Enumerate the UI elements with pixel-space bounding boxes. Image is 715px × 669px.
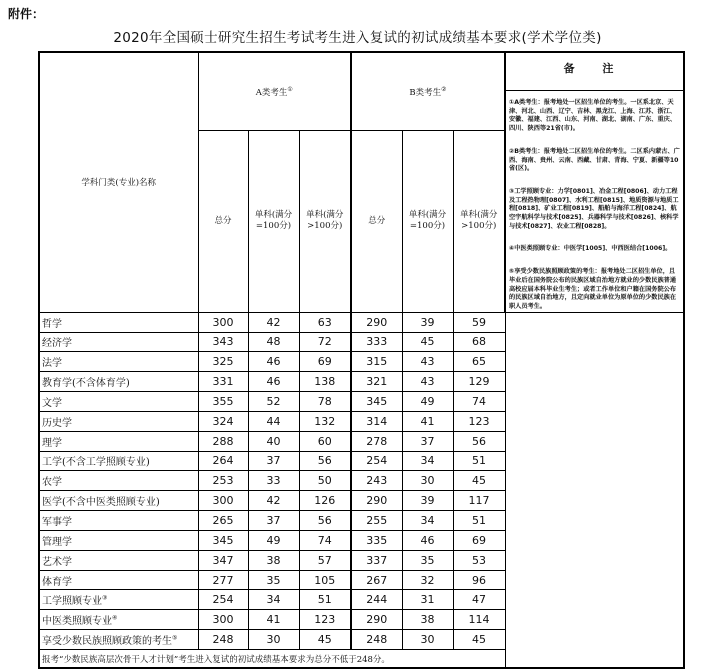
b-total-cell: 314	[351, 411, 402, 431]
b-single-100-cell: 41	[402, 411, 453, 431]
b-single-over-100-cell: 114	[453, 610, 505, 630]
b-single-100-cell: 39	[402, 491, 453, 511]
a-total-cell: 343	[198, 332, 248, 352]
a-single-100-cell: 35	[248, 570, 299, 590]
a-total-cell: 300	[198, 312, 248, 332]
a-single-over-100-cell: 123	[299, 610, 351, 630]
a-single-over-100-cell: 74	[299, 530, 351, 550]
b-single-100-header: 单科(满分=100分)	[402, 131, 453, 313]
b-single-100-cell: 30	[402, 630, 453, 650]
b-single-over-100-header: 单科(满分>100分)	[453, 131, 505, 313]
table-row	[39, 451, 684, 471]
b-total-cell: 333	[351, 332, 402, 352]
b-total-cell: 315	[351, 352, 402, 372]
b-single-100-cell: 45	[402, 332, 453, 352]
table-row	[39, 471, 684, 491]
a-single-100-cell: 30	[248, 630, 299, 650]
b-single-over-100-cell: 47	[453, 590, 505, 610]
subject-label: 理学	[42, 437, 62, 449]
b-single-over-100-cell: 51	[453, 451, 505, 471]
table-row	[39, 570, 684, 590]
footer-note: 报考“少数民族高层次骨干人才计划”考生进入复试的初试成绩基本要求为总分不低于248分。	[39, 650, 505, 669]
a-single-over-100-cell: 69	[299, 352, 351, 372]
footnote-marker: ④	[112, 614, 118, 622]
a-single-100-cell: 52	[248, 392, 299, 412]
table-row	[39, 312, 684, 332]
a-total-cell: 324	[198, 411, 248, 431]
a-total-cell: 325	[198, 352, 248, 372]
subject-name	[39, 570, 198, 590]
a-single-over-100-cell: 56	[299, 511, 351, 531]
b-total-cell: 337	[351, 550, 402, 570]
a-total-cell: 264	[198, 451, 248, 471]
b-single-over-100-cell: 56	[453, 431, 505, 451]
group-a-header: A类考生①	[198, 52, 351, 131]
subject-label: 中医类照顾专业	[42, 616, 112, 628]
remark-tcm: ④中医类照顾专业：中医学[1005]、中西医结合[1006]。	[509, 245, 672, 253]
a-total-cell: 347	[198, 550, 248, 570]
a-total-cell: 254	[198, 590, 248, 610]
subject-label: 享受少数民族照顾政策的考生	[42, 636, 172, 648]
a-single-over-100-cell: 126	[299, 491, 351, 511]
remark-b-class: ②B类考生：报考地处二区招生单位的考生。二区系内蒙古、广西、海南、贵州、云南、西藏、甘肃、青海、宁夏、新疆等10省(区)。	[509, 147, 680, 173]
b-single-100-cell: 34	[402, 451, 453, 471]
b-total-cell: 290	[351, 491, 402, 511]
subject-name	[39, 352, 198, 372]
table-row	[39, 550, 684, 570]
b-total-cell: 290	[351, 610, 402, 630]
remarks-header: 备 注	[563, 62, 626, 75]
b-single-over-100-cell: 65	[453, 352, 505, 372]
b-total-cell: 345	[351, 392, 402, 412]
subject-label: 农学	[42, 477, 62, 489]
b-single-over-100-cell: 45	[453, 471, 505, 491]
b-total-cell: 243	[351, 471, 402, 491]
score-table	[38, 51, 685, 669]
a-total-cell: 300	[198, 491, 248, 511]
subject-label: 经济学	[42, 338, 72, 350]
a-single-100-cell: 41	[248, 610, 299, 630]
attachment-label: 附件：	[8, 7, 45, 21]
a-single-over-100-cell: 105	[299, 570, 351, 590]
b-single-100-cell: 31	[402, 590, 453, 610]
a-single-100-cell: 46	[248, 372, 299, 392]
table-row	[39, 630, 684, 650]
subject-name	[39, 372, 198, 392]
subject-label: 历史学	[42, 417, 72, 429]
b-single-over-100-cell: 68	[453, 332, 505, 352]
a-single-over-100-cell: 56	[299, 451, 351, 471]
b-single-100-cell: 43	[402, 372, 453, 392]
subject-name	[39, 590, 198, 610]
b-total-cell: 255	[351, 511, 402, 531]
subject-label: 艺术学	[42, 556, 72, 568]
a-total-header: 总分	[198, 131, 248, 313]
a-total-cell: 355	[198, 392, 248, 412]
subject-name	[39, 411, 198, 431]
a-single-100-cell: 33	[248, 471, 299, 491]
subject-name	[39, 451, 198, 471]
b-single-100-cell: 34	[402, 511, 453, 531]
subject-label: 军事学	[42, 517, 72, 529]
table-row	[39, 352, 684, 372]
a-total-cell: 253	[198, 471, 248, 491]
b-total-cell: 254	[351, 451, 402, 471]
table-row	[39, 392, 684, 412]
a-single-over-100-cell: 60	[299, 431, 351, 451]
subject-label: 哲学	[42, 318, 62, 330]
a-total-cell: 265	[198, 511, 248, 531]
a-single-100-cell: 49	[248, 530, 299, 550]
b-single-100-cell: 30	[402, 471, 453, 491]
a-single-over-100-header: 单科(满分>100分)	[299, 131, 351, 313]
b-single-over-100-cell: 69	[453, 530, 505, 550]
table-body	[39, 312, 684, 668]
subject-label: 工学(不含工学照顾专业)	[42, 457, 150, 469]
a-single-100-cell: 37	[248, 451, 299, 471]
a-total-cell: 300	[198, 610, 248, 630]
remark-a-class: ①A类考生：报考地处一区招生单位的考生。一区系北京、天津、河北、山西、辽宁、吉林、黑龙江、上海、江苏、浙江、安徽、福建、江西、山东、河南、湖北、湖南、广东、重庆、四川、陕西等21省(市)。	[509, 99, 677, 133]
a-single-over-100-cell: 78	[299, 392, 351, 412]
table-row	[39, 511, 684, 531]
a-single-100-cell: 37	[248, 511, 299, 531]
b-total-cell: 321	[351, 372, 402, 392]
a-total-cell: 248	[198, 630, 248, 650]
table-row	[39, 411, 684, 431]
footnote-marker: ⑤	[172, 634, 178, 642]
subject-label: 法学	[42, 358, 62, 370]
subject-column-header: 学科门类(专业)名称	[39, 52, 198, 312]
b-single-100-cell: 39	[402, 312, 453, 332]
subject-name	[39, 431, 198, 451]
b-single-over-100-cell: 51	[453, 511, 505, 531]
a-total-cell: 288	[198, 431, 248, 451]
a-single-over-100-cell: 45	[299, 630, 351, 650]
footnote-marker: ③	[102, 595, 108, 603]
subject-label: 体育学	[42, 576, 72, 588]
b-single-over-100-cell: 45	[453, 630, 505, 650]
a-single-over-100-cell: 57	[299, 550, 351, 570]
a-single-over-100-cell: 50	[299, 471, 351, 491]
document-title: 2020年全国硕士研究生招生考试考生进入复试的初试成绩基本要求(学术学位类)	[113, 30, 602, 46]
remarks-column	[505, 52, 684, 312]
b-single-over-100-cell: 129	[453, 372, 505, 392]
a-single-100-cell: 48	[248, 332, 299, 352]
b-single-over-100-cell: 74	[453, 392, 505, 412]
subject-name	[39, 332, 198, 352]
a-total-cell: 277	[198, 570, 248, 590]
b-total-cell: 290	[351, 312, 402, 332]
table-row	[39, 530, 684, 550]
remark-minority: ⑤享受少数民族照顾政策的考生：报考地处二区招生单位，且毕业后在国务院公布的民族区域自治地方就业的少数民族普通高校应届本科毕业生考生；或者工作单位和户籍在国务院公布的民族区域自治地方，且定向就业单位为原单位的少数民族在职人员考生。	[509, 268, 677, 310]
table-row	[39, 332, 684, 352]
a-total-cell: 345	[198, 530, 248, 550]
table-row	[39, 431, 684, 451]
subject-label: 教育学(不含体育学)	[42, 378, 130, 390]
a-single-100-cell: 38	[248, 550, 299, 570]
subject-label: 管理学	[42, 536, 72, 548]
a-single-100-cell: 40	[248, 431, 299, 451]
subject-name	[39, 491, 198, 511]
a-single-over-100-cell: 132	[299, 411, 351, 431]
subject-name	[39, 471, 198, 491]
subject-name	[39, 392, 198, 412]
b-total-cell: 244	[351, 590, 402, 610]
remark-engineering: ③工学照顾专业：力学[0801]、冶金工程[0806]、动力工程及工程热物理[0807]、水利工程[0815]、地质资源与地质工程[0818]、矿业工程[0819]、船舶与海洋工程[0824]、航空宇航科学与技术[0825]、兵器科学与技术[0826]、核科学与技术[0827]、农业工程[0828]。	[509, 187, 679, 230]
b-single-100-cell: 38	[402, 610, 453, 630]
subject-label: 工学照顾专业	[42, 596, 102, 608]
subject-name	[39, 511, 198, 531]
b-single-over-100-cell: 59	[453, 312, 505, 332]
b-single-over-100-cell: 123	[453, 411, 505, 431]
subject-label: 文学	[42, 397, 62, 409]
b-single-100-cell: 46	[402, 530, 453, 550]
a-single-over-100-cell: 138	[299, 372, 351, 392]
subject-name	[39, 630, 198, 650]
group-b-header: B类考生②	[351, 52, 505, 131]
b-single-over-100-cell: 96	[453, 570, 505, 590]
table-row	[39, 610, 684, 630]
b-single-over-100-cell: 53	[453, 550, 505, 570]
b-total-cell: 278	[351, 431, 402, 451]
a-single-over-100-cell: 51	[299, 590, 351, 610]
a-single-over-100-cell: 72	[299, 332, 351, 352]
a-single-100-cell: 46	[248, 352, 299, 372]
b-single-100-cell: 35	[402, 550, 453, 570]
b-total-cell: 335	[351, 530, 402, 550]
b-single-100-cell: 43	[402, 352, 453, 372]
b-single-over-100-cell: 117	[453, 491, 505, 511]
b-total-header: 总分	[351, 131, 402, 313]
a-single-over-100-cell: 63	[299, 312, 351, 332]
table-row	[39, 590, 684, 610]
b-single-100-cell: 37	[402, 431, 453, 451]
subject-name	[39, 550, 198, 570]
subject-label: 医学(不含中医类照顾专业)	[42, 497, 160, 509]
b-total-cell: 267	[351, 570, 402, 590]
b-total-cell: 248	[351, 630, 402, 650]
subject-name	[39, 312, 198, 332]
b-single-100-cell: 49	[402, 392, 453, 412]
a-total-cell: 331	[198, 372, 248, 392]
table-row	[39, 372, 684, 392]
subject-name	[39, 530, 198, 550]
a-single-100-cell: 34	[248, 590, 299, 610]
a-single-100-cell: 42	[248, 491, 299, 511]
subject-name	[39, 610, 198, 630]
b-single-100-cell: 32	[402, 570, 453, 590]
a-single-100-cell: 42	[248, 312, 299, 332]
a-single-100-header: 单科(满分=100分)	[248, 131, 299, 313]
a-single-100-cell: 44	[248, 411, 299, 431]
table-row	[39, 491, 684, 511]
